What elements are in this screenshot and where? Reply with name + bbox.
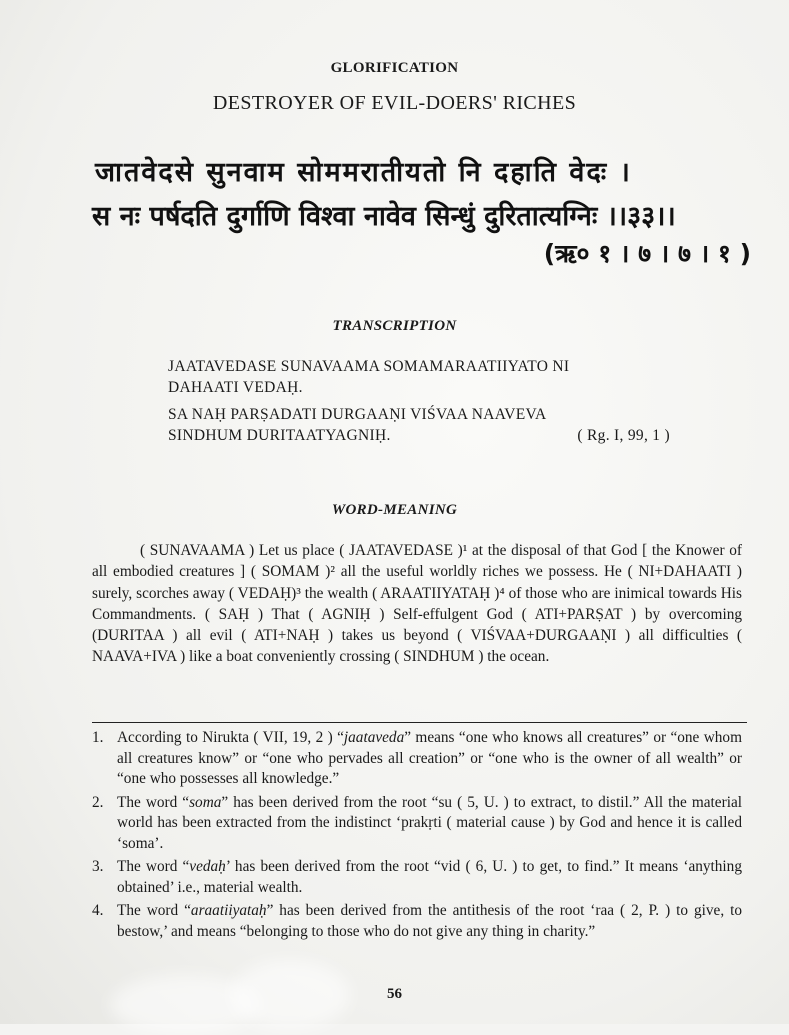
footnote-number: 4.: [92, 902, 104, 919]
transcription-line-1: JAATAVEDASE SUNAVAAMA SOMAMARAATIIYATO NI: [168, 358, 570, 375]
transcription-block: [168, 356, 678, 446]
footnote-3: 3. The word “vedaḥ’ has been derived from the root “vid ( 6, U. ) to get, to find.” It means ‘anything obtained’ i.e., material wealth.: [92, 858, 742, 896]
footnote-4: 4. The word “araatiiyataḥ” has been derived from the antithesis of the root ‘raa ( 2, P. ) to give, to bestow,’ and means “belonging to those who do not give any thing in charity.”: [92, 902, 742, 940]
sanskrit-reference: (ऋ० १ । ७ । ७ । १ ): [543, 239, 751, 268]
transcription-line-3: SA NAḤ PARṢADATI DURGAAṆI VIŚVAA NAAVEVA: [168, 406, 547, 423]
footnote-number: 2.: [92, 793, 104, 811]
transcription-heading: TRANSCRIPTION: [332, 318, 457, 334]
transcription-line-2: DAHAATI VEDAḤ.: [168, 379, 303, 396]
page-number: 56: [387, 986, 402, 1002]
sanskrit-verse-line-1: जातवेदसे सुनवाम सोममरातीयतो नि दहाति वेदः ।: [95, 157, 632, 188]
section-label: GLORIFICATION: [330, 60, 459, 76]
footnote-term: soma: [189, 793, 222, 811]
footnotes: [92, 728, 742, 945]
footnote-term: jaataveda: [343, 729, 405, 746]
sanskrit-verse-line-2: स नः पर्षदति दुर्गाणि विश्वा नावेव सिन्धुं दुरितात्यग्निः ।।३३।।: [92, 201, 676, 232]
word-meaning-text: ( SUNAVAAMA ) Let us place ( JAATAVEDASE )¹ at the disposal of that God [ the Knower of all embodied creatures ] ( SOMAM )² all the useful worldly riches we possess. He ( NI+DAHAATI ) surely, scorches away ( VEDAḤ)³ the wealth ( ARAATIIYATAḤ )⁴ of those who are inimical towards His Commandments. ( SAḤ ) That ( AGNIḤ ) Self-effulgent God ( ATI+PARṢAT ) by overcoming (DURITAA ) all evil ( ATI+NAḤ ) takes us beyond ( VIŚVAA+DURGAAṆI ) all difficulties ( NAAVA+IVA ) like a boat conveniently crossing ( SINDHUM ) the ocean.: [92, 542, 742, 666]
footnote-2: 2. The word “soma” has been derived from the root “su ( 5, U. ) to extract, to distil.” All the material world has been extracted from the indistinct ‘prakṛti ( material cause ) by God and hence it is called ‘soma’.: [92, 793, 742, 852]
page-title: DESTROYER OF EVIL-DOERS' RICHES: [212, 92, 577, 114]
word-meaning-paragraph: [92, 540, 742, 668]
footnote-1: 1. According to Nirukta ( VII, 19, 2 ) “jaataveda” means “one who knows all creatures” or “one whom all creatures know” or “one who pervades all creation” or “one who is the owner of all wealth” or “one who possesses all knowledge.”: [92, 729, 742, 787]
footnote-term: vedaḥ: [189, 858, 226, 875]
footnote-number: 3.: [92, 858, 104, 875]
footnote-divider: [92, 722, 747, 723]
footnote-number: 1.: [92, 729, 104, 746]
transcription-reference: ( Rg. I, 99, 1 ): [577, 427, 670, 444]
transcription-line-4: SINDHUM DURITAATYAGNIḤ.: [168, 427, 391, 444]
footnote-term: araatiiyataḥ: [190, 902, 267, 919]
word-meaning-heading: WORD-MEANING: [331, 502, 458, 518]
